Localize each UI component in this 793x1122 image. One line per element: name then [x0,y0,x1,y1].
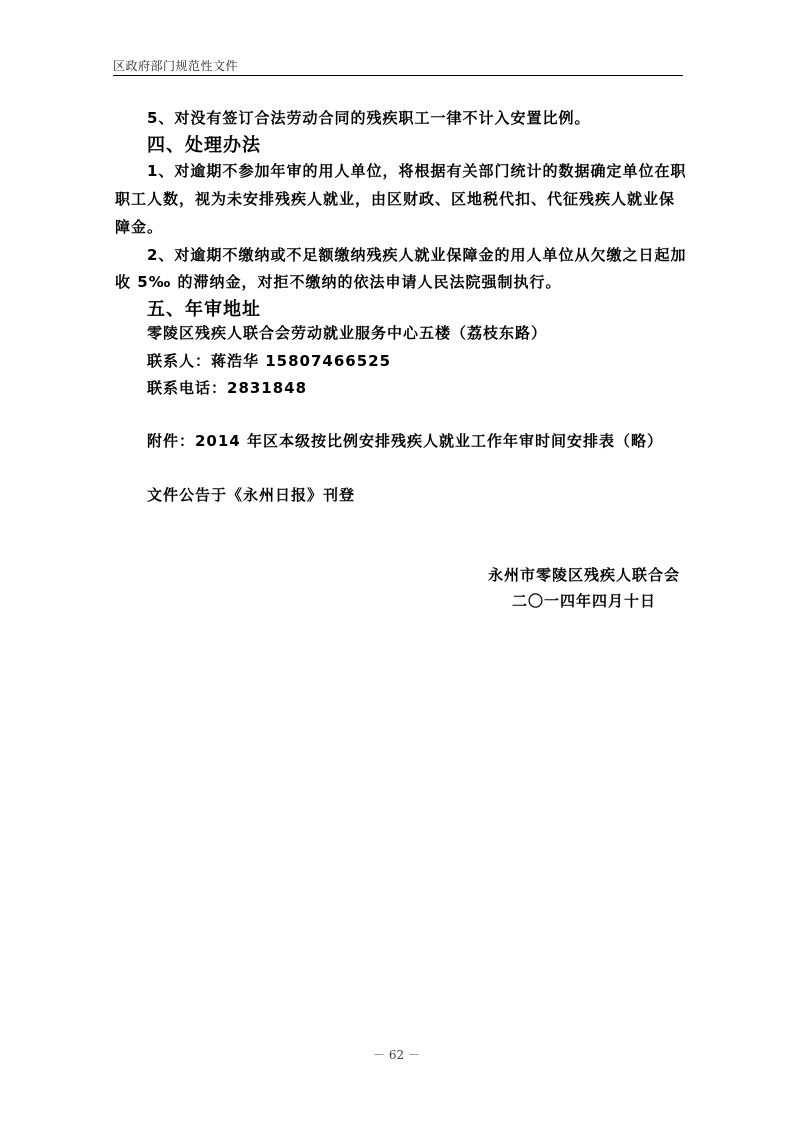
section-5-heading: 五、年审地址 [147,299,261,320]
contact-person-text: 联系人：蒋浩华 15807466525 [147,352,392,370]
signature-date: 二〇一四年四月十日 [512,592,657,610]
header-title: 区政府部门规范性文件 [113,59,239,73]
address-text: 零陵区残疾人联合会劳动就业服务中心五楼（荔枝东路） [147,324,548,342]
document-body [115,0,707,1122]
section-4-paragraph-1-line-3: 障金。 [115,218,164,236]
section-4-paragraph-2-line-1: 2、对逾期不缴纳或不足额缴纳残疾人就业保障金的用人单位从欠缴之日起加 [147,246,687,264]
contact-phone-text: 联系电话：2831848 [147,379,308,397]
page-number: － 62 － [373,1048,420,1062]
section-4-paragraph-1-line-2: 职工人数，视为未安排残疾人就业，由区财政、区地税代扣、代征残疾人就业保 [115,190,676,208]
publication-text: 文件公告于《永州日报》刊登 [147,486,356,504]
section-4-paragraph-1-line-1: 1、对逾期不参加年审的用人单位，将根据有关部门统计的数据确定单位在职 [147,162,687,180]
signature-org: 永州市零陵区残疾人联合会 [488,566,681,584]
section-4-heading: 四、处理办法 [147,135,261,156]
section-4-paragraph-2-line-2: 收 5‰ 的滞纳金，对拒不缴纳的依法申请人民法院强制执行。 [115,273,562,291]
attachment-text: 附件：2014 年区本级按比例安排残疾人就业工作年审时间安排表（略） [147,432,663,450]
item-5-text: 5、对没有签订合法劳动合同的残疾职工一律不计入安置比例。 [147,109,591,127]
